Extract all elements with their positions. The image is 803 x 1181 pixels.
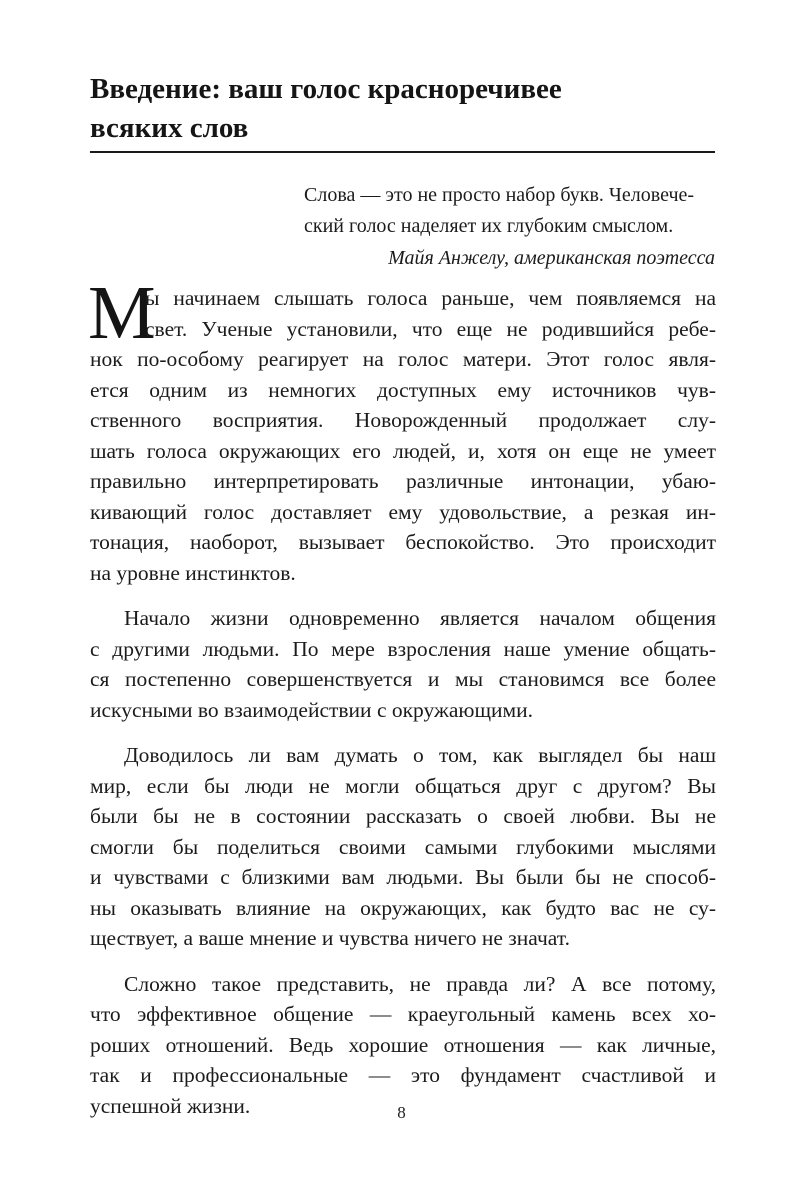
title-divider (90, 151, 715, 153)
text-line: искусными во взаимодействии с окружающими. (90, 697, 533, 722)
text-line: Начало жизни одновременно является началом общения (124, 606, 716, 630)
text-line: ны оказывать влияние на окружающих, как будто вас не су- (90, 895, 716, 920)
text-line: и чувствами с близкими вам людьми. Вы были бы не способ- (90, 865, 716, 889)
chapter-title-line: Введение: ваш голос красноречивее (90, 73, 562, 105)
text-line: нок по-особому реагирует на голос матери. Этот голос явля- (90, 347, 716, 371)
text-line: тонация, наоборот, вызывает беспокойство. Это происходит (90, 530, 716, 554)
text-line: с другими людьми. По мере взросления наше умение общать- (90, 636, 716, 661)
text-line: Сложно такое представить, не правда ли? А все потому, (124, 971, 716, 996)
body-text (88, 271, 716, 1136)
paragraph (90, 969, 716, 1122)
epigraph-attribution: Майя Анжелу, американская поэтесса (388, 247, 715, 269)
text-line: ется одним из немногих доступных ему источников чув- (90, 377, 716, 402)
text-line: успешной жизни. (90, 1093, 251, 1118)
text-line: смогли бы поделиться своими самыми глубокими мыслями (90, 834, 716, 859)
text-line: ся постепенно совершенствуется и мы становимся все более (90, 667, 716, 691)
chapter-title (90, 70, 710, 148)
text-line: Доводилось ли вам думать о том, как выглядел бы наш (124, 743, 716, 767)
text-line: роших отношений. Ведь хорошие отношения — как личные, (90, 1032, 716, 1057)
paragraph (90, 740, 716, 954)
text-line: так и профессиональные — это фундамент счастливой и (90, 1063, 716, 1087)
text-line: шать голоса окружающих его людей, и, хотя он еще не умеет (90, 438, 716, 463)
epigraph (270, 180, 715, 274)
text-line: что эффективное общение — краеугольный камень всех хо- (90, 1002, 716, 1026)
paragraph (90, 603, 716, 725)
text-line: ственного восприятия. Новорожденный продолжает слу- (90, 408, 716, 432)
page-number: 8 (397, 1103, 406, 1122)
text-line: ществует, а ваше мнение и чувства ничего не значат. (90, 926, 570, 950)
text-line: правильно интерпретировать различные интонации, убаю- (90, 469, 716, 493)
drop-cap: М (88, 271, 156, 355)
chapter-title-line: всяких слов (90, 112, 249, 144)
text-line: мир, если бы люди не могли общаться друг с другом? Вы (90, 773, 716, 798)
epigraph-quote-line: Слова — это не просто набор букв. Человече- (304, 184, 695, 206)
text-line: на уровне инстинктов. (90, 560, 296, 585)
text-line: были бы не в состоянии рассказать о своей любви. Вы не (90, 804, 716, 828)
text-line: свет. Ученые установили, что еще не родившийся ребе- (145, 316, 716, 341)
paragraph (88, 271, 716, 588)
epigraph-quote-line: ский голос наделяет их глубоким смыслом. (304, 215, 674, 237)
text-line: ы начинаем слышать голоса раньше, чем появляемся на (145, 286, 716, 310)
text-line: кивающий голос доставляет ему удовольствие, а резкая ин- (90, 499, 716, 524)
